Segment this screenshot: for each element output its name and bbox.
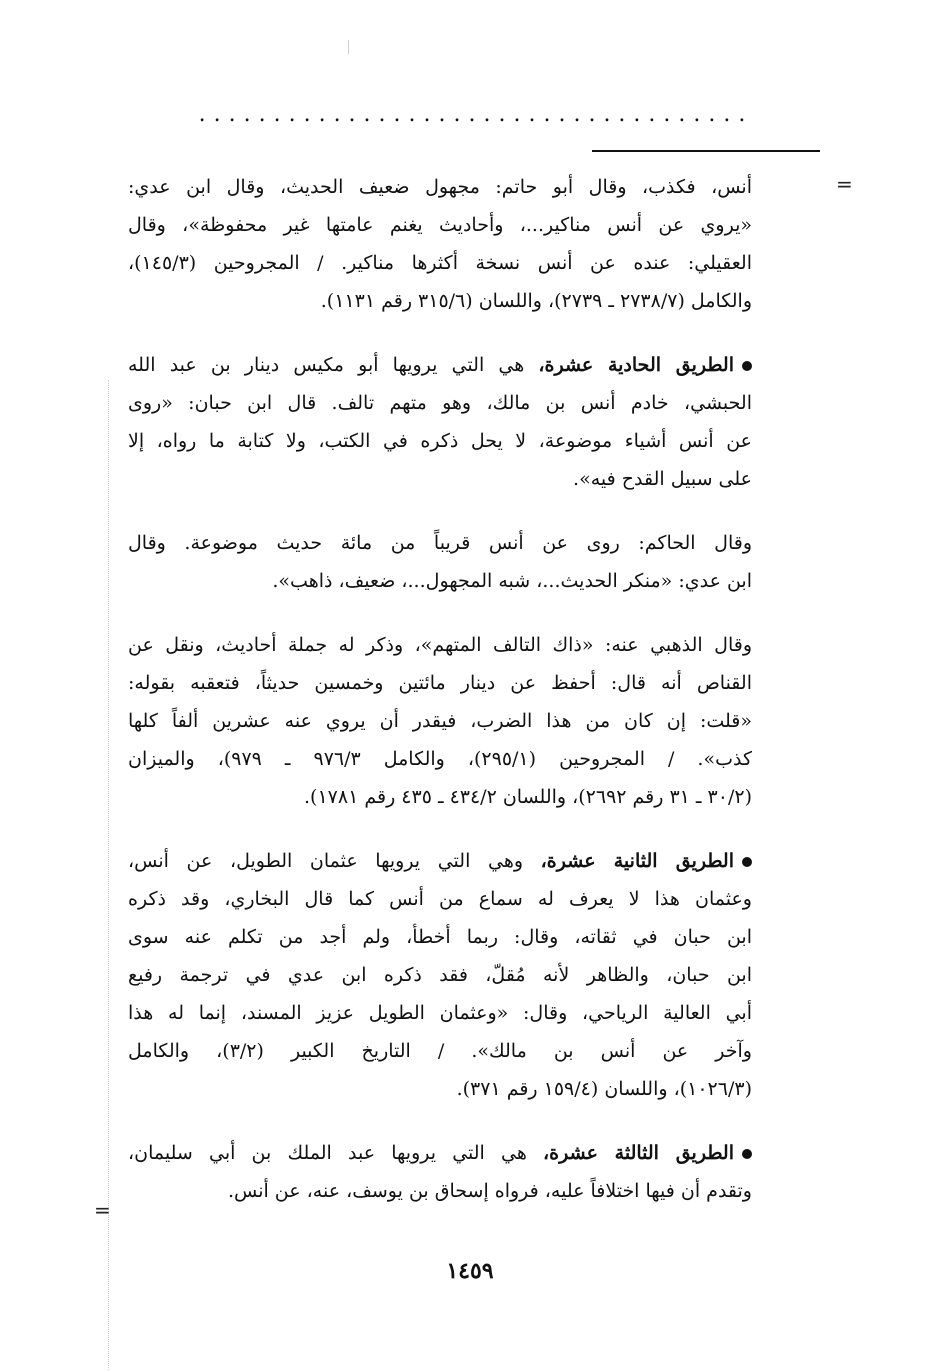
text-line: على سبيل القدح فيه».	[573, 468, 752, 490]
text-line: العقيلي: عنده عن أنس نسخة أكثرها مناكير. / المجروحين (١٤٥/٣)،	[128, 252, 752, 274]
text-line: وتقدم أن فيها اختلافاً عليه، فرواه إسحاق بن يوسف، عنه، عن أنس.	[227, 1180, 752, 1202]
text-line: (١٠٢٦/٣)، واللسان (١٥٩/٤ رقم ٣٧١).	[456, 1078, 752, 1100]
text-run: هي التي يرويها عبد الملك بن أبي سليمان،	[128, 1142, 527, 1164]
paragraph-1	[128, 168, 752, 320]
scan-artifact-tick	[348, 40, 349, 54]
paragraph-6	[128, 1134, 752, 1210]
text-line: الحبشي، خادم أنس بن مالك، وهو متهم تالف. قال ابن حبان: «روى	[128, 392, 752, 414]
footnote-body	[128, 168, 752, 1236]
bullet-icon	[742, 1149, 752, 1159]
text-run: هي التي يرويها أبو مكيس دينار بن عبد الله	[128, 354, 525, 376]
text-line: (٣٠/٢ ـ ٣١ رقم ٢٦٩٢)، واللسان ٤٣٤/٢ ـ ٤٣٥ رقم ١٧٨١).	[304, 786, 752, 808]
text-line: عن أنس أشياء موضوعة، لا يحل ذكره في الكتب، ولا كتابة ما رواه، إلا	[128, 430, 752, 452]
text-line: وعثمان هذا لا يعرف له سماع من أنس كما قال البخاري، وقد ذكره	[128, 888, 752, 910]
text-run: وهي التي يرويها عثمان الطويل، عن أنس،	[128, 850, 524, 872]
text-line: «يروي عن أنس مناكير...، وأحاديث يغنم عامتها غير محفوظة»، وقال	[128, 214, 752, 236]
text-line: أبي العالية الرياحي، وقال: «وعثمان الطويل عزيز المسند، إنما له هذا	[128, 1002, 752, 1024]
section-heading: الطريق الثانية عشرة،	[540, 850, 735, 872]
separator-dots: .....................................	[198, 102, 754, 127]
text-line: وقال الذهبي عنه: «ذاك التالف المتهم»، وذكر له جملة أحاديث، ونقل عن	[128, 634, 752, 656]
section-heading: الطريق الحادية عشرة،	[538, 354, 734, 376]
footnote-rule	[592, 150, 820, 152]
text-line	[128, 346, 752, 384]
text-line: ابن عدي: «منكر الحديث...، شبه المجهول...، ضعيف، ذاهب».	[272, 570, 752, 592]
paragraph-5	[128, 842, 752, 1108]
text-line: أنس، فكذب، وقال أبو حاتم: مجهول ضعيف الحديث، وقال ابن عدي:	[128, 176, 752, 198]
text-line: «قلت: إن كان من هذا الضرب، فيقدر أن يروي عنه عشرين ألفاً كلها	[128, 710, 752, 732]
text-line: القناص أنه قال: أحفظ عن دينار مائتين وخمسين حديثاً، فتعقبه بقوله:	[128, 672, 752, 694]
page-number: ١٤٥٩	[446, 1258, 494, 1284]
text-line	[128, 1134, 752, 1172]
text-line: وآخر عن أنس بن مالك». / التاريخ الكبير (٣/٢)، والكامل	[128, 1040, 752, 1062]
text-line: ابن حبان، والظاهر لأنه مُقلّ، فقد ذكره ابن عدي في ترجمة رفيع	[128, 964, 752, 986]
bullet-icon	[742, 857, 752, 867]
text-line: ابن حبان في ثقاته، وقال: ربما أخطأ، ولم أجد من تكلم عنه سوى	[128, 926, 752, 948]
paragraph-3	[128, 524, 752, 600]
continuation-mark-top: =	[836, 172, 853, 196]
text-line: وقال الحاكم: روى عن أنس قريباً من مائة حديث موضوعة. وقال	[128, 532, 752, 554]
text-line: والكامل (٢٧٣٨/٧ ـ ٢٧٣٩)، واللسان (٣١٥/٦ رقم ١١٣١).	[320, 290, 752, 312]
text-line: كذب». / المجروحين (٢٩٥/١)، والكامل ٩٧٦/٣ ـ ٩٧٩)، والميزان	[128, 748, 752, 770]
paragraph-2	[128, 346, 752, 498]
section-heading: الطريق الثالثة عشرة،	[543, 1142, 734, 1164]
text-line	[128, 842, 752, 880]
bullet-icon	[742, 361, 752, 371]
continuation-mark-bottom: =	[94, 1198, 111, 1222]
paragraph-4	[128, 626, 752, 816]
